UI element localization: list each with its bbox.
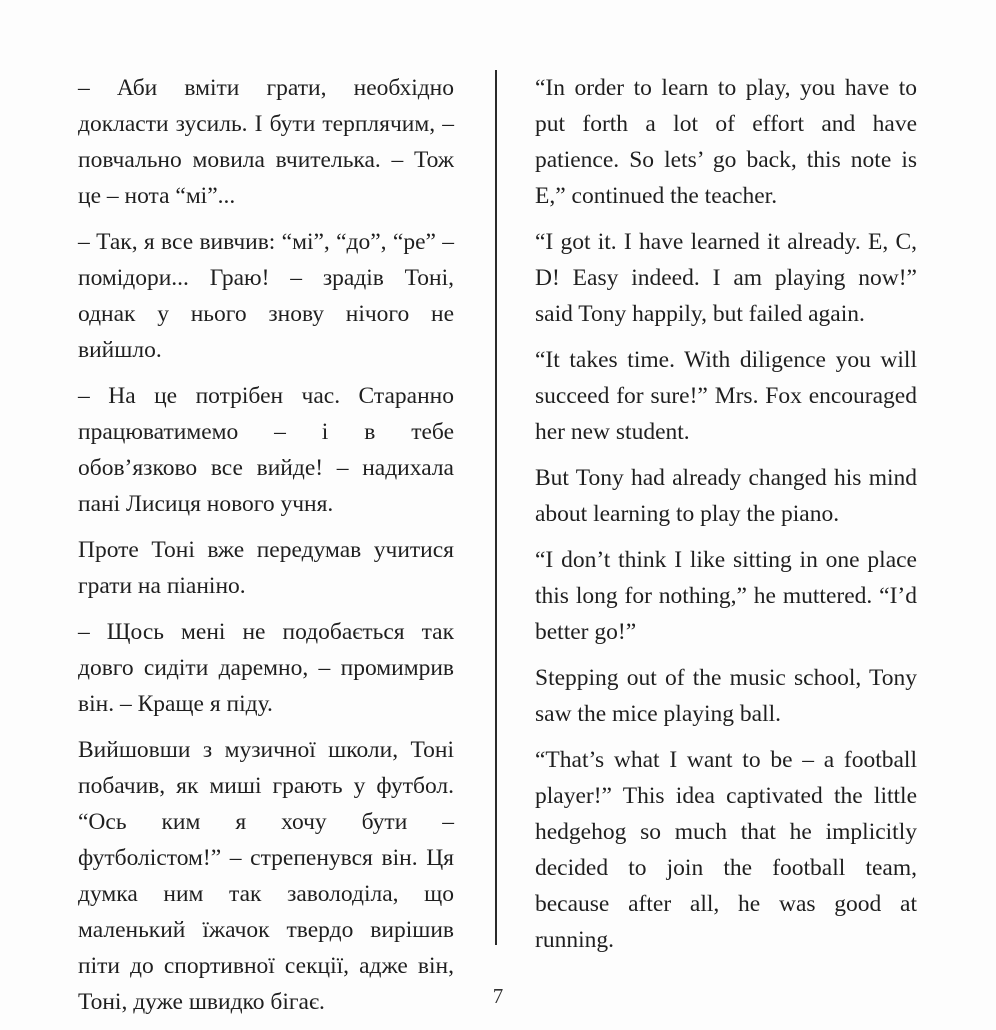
paragraph: Проте Тоні вже передумав учитися грати на піаніно.	[78, 537, 454, 599]
paragraph: “I got it. I have learned it already. E, C, D! Easy indeed. I am playing now!” said Tony happily, but failed again.	[535, 229, 917, 327]
ukrainian-text-column	[78, 70, 454, 1030]
paragraph: “In order to learn to play, you have to put forth a lot of effort and have patience. So lets’ go back, this note is E,” continued the teacher.	[535, 75, 917, 209]
paragraph: “That’s what I want to be – a football player!” This idea captivated the little hedgehog so much that he implicitly decided to join the football team, because after all, he was good at running.	[535, 747, 917, 953]
paragraph: But Tony had already changed his mind about learning to play the piano.	[535, 465, 917, 527]
paragraph: Вийшовши з музичної школи, Тоні побачив, як миші грають у футбол. “Ось ким я хочу бути – футболістом!” – стрепенувся він. Ця думка ним так заволоділа, що маленький їжачок твердо вирішив піти до спортивної секції, адже він, Тоні, дуже швидко бігає.	[78, 737, 454, 1015]
column-divider	[495, 70, 497, 945]
paragraph: “I don’t think I like sitting in one place this long for nothing,” he muttered. “I’d better go!”	[535, 547, 917, 645]
paragraph: Stepping out of the music school, Tony saw the mice playing ball.	[535, 665, 917, 727]
paragraph: – Аби вміти грати, необхідно докласти зусиль. І бути терплячим, – повчально мовила вчителька. – Тож це – нота “мі”...	[78, 75, 454, 209]
paragraph: – Так, я все вивчив: “мі”, “до”, “ре” – помідори... Граю! – зрадів Тоні, однак у нього знову нічого не вийшло.	[78, 229, 454, 363]
english-text-column	[535, 70, 917, 968]
paragraph: – Щось мені не подобається так довго сидіти даремно, – промимрив він. – Краще я піду.	[78, 619, 454, 717]
page-number: 7	[492, 984, 504, 1008]
paragraph: “It takes time. With diligence you will succeed for sure!” Mrs. Fox encouraged her new student.	[535, 347, 917, 445]
paragraph: – На це потрібен час. Старанно працюватимемо – і в тебе обов’язково все вийде! – надихала пані Лисиця нового учня.	[78, 383, 454, 517]
